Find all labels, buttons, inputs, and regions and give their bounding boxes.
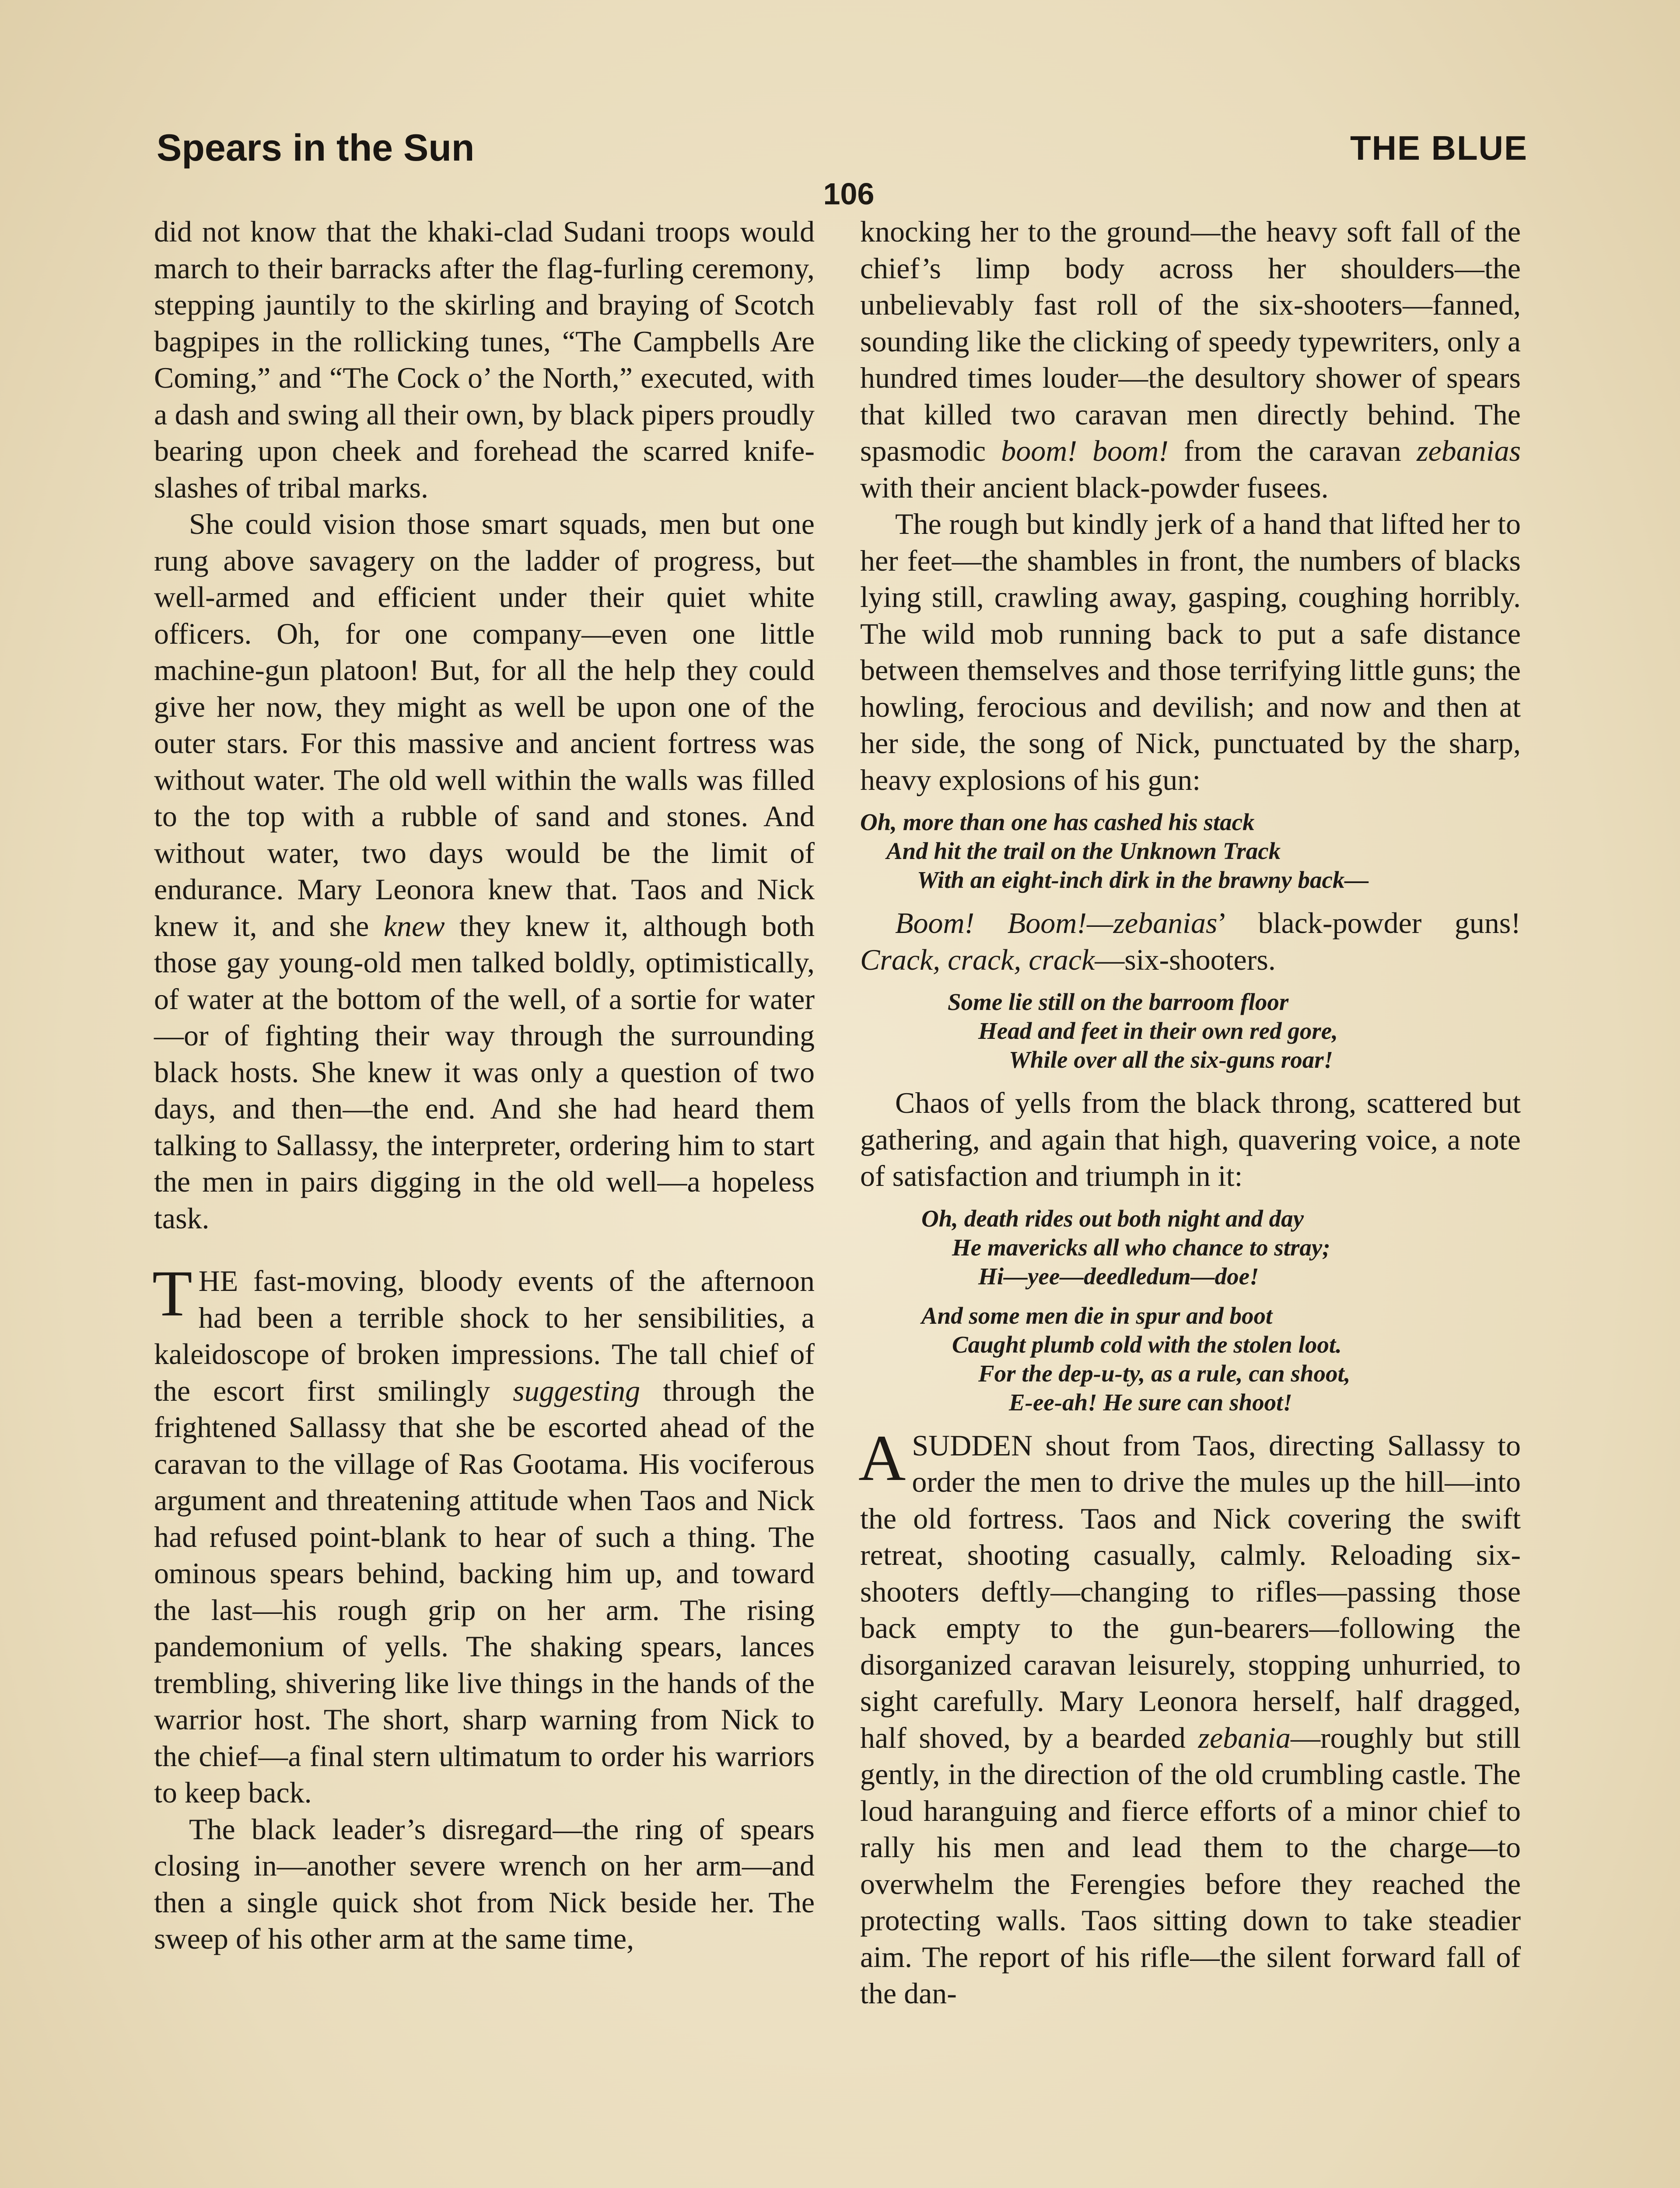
- verse-block: [860, 988, 1521, 1074]
- magazine-name: THE BLUE: [1350, 129, 1528, 167]
- verse-line: While over all the six-guns roar!: [1009, 1046, 1334, 1073]
- paragraph: knocking her to the ground—the heavy soft fall of the chief’s limp body across her shoulders—the unbelievably fast roll of the six-shooters—fanned, sounding like the clicking of speedy typewriters, only a hundred times louder—the desultory shower of spears that killed two caravan men directly behind. The spasmodic boom! boom! from the caravan zebanias with their ancient black-powder fusees.: [860, 215, 1521, 504]
- verse-line: And hit the trail on the Unknown Track: [886, 838, 1281, 864]
- paragraph: The black leader’s disregard—the ring of spears closing in—another severe wrench on her arm—and then a single quick shot from Nick beside her. The sweep of his other arm at the same time,: [154, 1812, 815, 1955]
- paragraph-drop-cap: ASUDDEN shout from Taos, directing Sallassy to order the men to drive the mules up the hill—into the old fortress. Taos and Nick covering the swift retreat, shooting casually, calmly. Reloading six-shooters deftly—changing to rifles—passing those back empty to the gun-bearers—following the disorganized caravan leisurely, stopping unhurried, to sight carefully. Mary Leonora herself, half dragged, half shoved, by a bearded zebania—roughly but still gently, in the direction of the old crumbling castle. The loud haranguing and fierce efforts of a minor chief to rally his men and lead them to the charge—to overwhelm the Ferengies before they reached the protecting walls. Taos sitting down to take steadier aim. The report of his rifle—the silent forward fall of the dan-: [858, 1421, 1521, 2010]
- story-title: Spears in the Sun: [157, 127, 475, 169]
- verse-line: And some men die in spur and boot: [921, 1302, 1273, 1329]
- page-number: 106: [823, 177, 875, 211]
- drop-cap: T: [152, 1257, 192, 1330]
- verse-block: [860, 1204, 1521, 1291]
- verse-line: Some lie still on the barroom floor: [948, 989, 1289, 1015]
- verse-line: Hi—yee—deedledum—doe!: [978, 1262, 1259, 1290]
- paragraph-drop-cap: THE fast-moving, bloody events of the afternoon had been a terrible shock to her sensibilities, a kaleidoscope of broken impressions. The tall chief of the escort first smilingly suggesting through the frightened Sallassy that she be escorted ahead of the caravan to the village of Ras Gootama. His vociferous argument and threatening attitude when Taos and Nick had refused point-blank to hear of such a thing. The ominous spears behind, backing him up, and toward the last—his rough grip on her arm. The rising pandemonium of yells. The shaking spears, lances trembling, shivering like live things in the hands of the warrior host. The short, sharp warning from Nick to the chief—a final stern ultimatum to order his warriors to keep back.: [152, 1257, 815, 1809]
- verse-block: [860, 1301, 1521, 1417]
- paragraph: Chaos of yells from the black throng, scattered but gathering, and again that high, quavering voice, a note of satisfaction and triumph in it:: [860, 1086, 1521, 1192]
- verse-line: E-ee-ah! He sure can shoot!: [1009, 1389, 1292, 1416]
- drop-cap: A: [858, 1421, 906, 1494]
- verse-line: Oh, death rides out both night and day: [921, 1205, 1304, 1232]
- verse-line: Head and feet in their own red gore,: [978, 1017, 1338, 1044]
- paragraph: Boom! Boom!—zebanias’ black-powder guns! Crack, crack, crack—six-shooters.: [860, 906, 1521, 976]
- verse-line: Oh, more than one has cashed his stack: [860, 809, 1255, 835]
- verse-block: [860, 808, 1521, 894]
- left-column: [154, 214, 815, 1957]
- verse-line: With an eight-inch dirk in the brawny back—: [917, 866, 1369, 893]
- paragraph: did not know that the khaki-clad Sudani troops would march to their barracks after the flag-furling ceremony, stepping jauntily to the skirling and braying of Scotch bagpipes in the rollicking tunes, “The Campbells Are Coming,” and “The Cock o’ the North,” executed, with a dash and swing all their own, by black pipers proudly bearing upon cheek and forehead the scarred knife-slashes of tribal marks.: [154, 215, 815, 504]
- paragraph: The rough but kindly jerk of a hand that lifted her to her feet—the shambles in front, the numbers of blacks lying still, crawling away, gasping, coughing horribly. The wild mob running back to put a safe distance between themselves and those terrifying little guns; the howling, ferocious and devilish; and now and then at her side, the song of Nick, punctuated by the sharp, heavy explosions of his gun:: [860, 507, 1521, 796]
- right-column: [860, 214, 1521, 2012]
- verse-line: He mavericks all who chance to stray;: [952, 1234, 1330, 1261]
- verse-line: For the dep-u-ty, as a rule, can shoot,: [978, 1360, 1351, 1387]
- paragraph: She could vision those smart squads, men but one rung above savagery on the ladder of progress, but well-armed and efficient under their quiet white officers. Oh, for one company—even one little machine-gun platoon! But, for all the help they could give her now, they might as well be upon one of the outer stars. For this massive and ancient fortress was without water. The old well within the walls was filled to the top with a rubble of sand and stones. And without water, two days would be the limit of endurance. Mary Leonora knew that. Taos and Nick knew it, and she knew they knew it, although both those gay young-old men talked boldly, optimistically, of water at the bottom of the well, of a sortie for water—or of fighting their way through the surrounding black hosts. She knew it was only a question of two days, and then—the end. And she had heard them talking to Sallassy, the interpreter, ordering him to start the men in pairs digging in the old well—a hopeless task.: [154, 507, 815, 1235]
- verse-line: Caught plumb cold with the stolen loot.: [952, 1331, 1342, 1358]
